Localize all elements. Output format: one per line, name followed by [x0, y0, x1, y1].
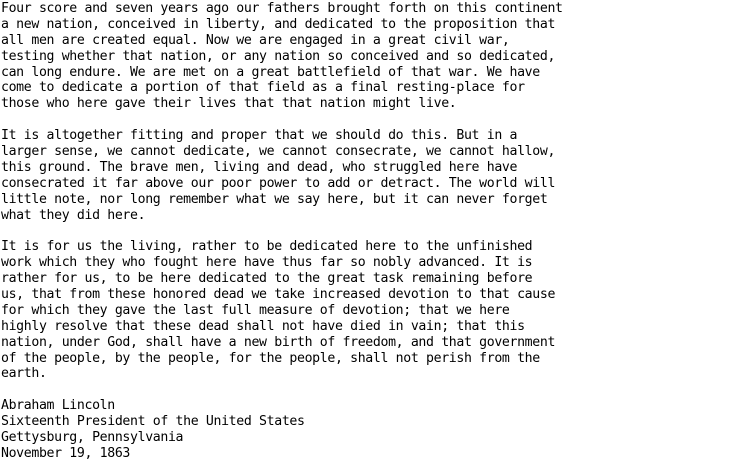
paragraph-spacer — [1, 223, 743, 239]
paragraph-line: for which they gave the last full measure of devotion; that we here — [1, 302, 510, 318]
paragraph-line: all men are created equal. Now we are engaged in a great civil war, — [1, 32, 510, 48]
paragraph-line: larger sense, we cannot dedicate, we cannot consecrate, we cannot hallow, — [1, 144, 556, 160]
signature-block — [1, 398, 743, 462]
signature-place: Gettysburg, Pennsylvania — [1, 430, 184, 446]
paragraph-line: little note, nor long remember what we say here, but it can never forget — [1, 191, 548, 207]
paragraph-line: what they did here. — [1, 207, 146, 223]
document-body — [1, 1, 743, 462]
paragraph-spacer — [1, 382, 743, 398]
paragraph-2 — [1, 128, 743, 223]
signature-name: Abraham Lincoln — [1, 398, 115, 414]
paragraph-spacer — [1, 112, 743, 128]
paragraph-1 — [1, 1, 743, 112]
paragraph-line: nation, under God, shall have a new birth of freedom, and that government — [1, 334, 556, 350]
paragraph-line: of the people, by the people, for the people, shall not perish from the — [1, 350, 540, 366]
paragraph-line: those who here gave their lives that that nation might live. — [1, 96, 457, 112]
paragraph-line: Four score and seven years ago our fathers brought forth on this continent — [1, 1, 563, 16]
paragraph-line: It is altogether fitting and proper that we should do this. But in a — [1, 128, 518, 144]
paragraph-line: come to dedicate a portion of that field as a final resting-place for — [1, 80, 525, 96]
paragraph-line: earth. — [1, 366, 47, 382]
paragraph-line: consecrated it far above our poor power to add or detract. The world will — [1, 175, 556, 191]
paragraph-line: work which they who fought here have thus far so nobly advanced. It is — [1, 255, 533, 271]
paragraph-3 — [1, 239, 743, 382]
paragraph-line: can long endure. We are met on a great battlefield of that war. We have — [1, 64, 540, 80]
paragraph-line: this ground. The brave men, living and dead, who struggled here have — [1, 159, 518, 175]
signature-date: November 19, 1863 — [1, 445, 131, 461]
paragraph-line: It is for us the living, rather to be dedicated here to the unfinished — [1, 239, 533, 255]
paragraph-line: us, that from these honored dead we take increased devotion to that cause — [1, 287, 556, 303]
signature-title: Sixteenth President of the United States — [1, 414, 305, 430]
paragraph-line: rather for us, to be here dedicated to the great task remaining before — [1, 271, 533, 287]
paragraph-line: highly resolve that these dead shall not have died in vain; that this — [1, 318, 525, 334]
paragraph-line: testing whether that nation, or any nation so conceived and so dedicated, — [1, 48, 556, 64]
paragraph-line: a new nation, conceived in liberty, and dedicated to the proposition that — [1, 16, 556, 32]
